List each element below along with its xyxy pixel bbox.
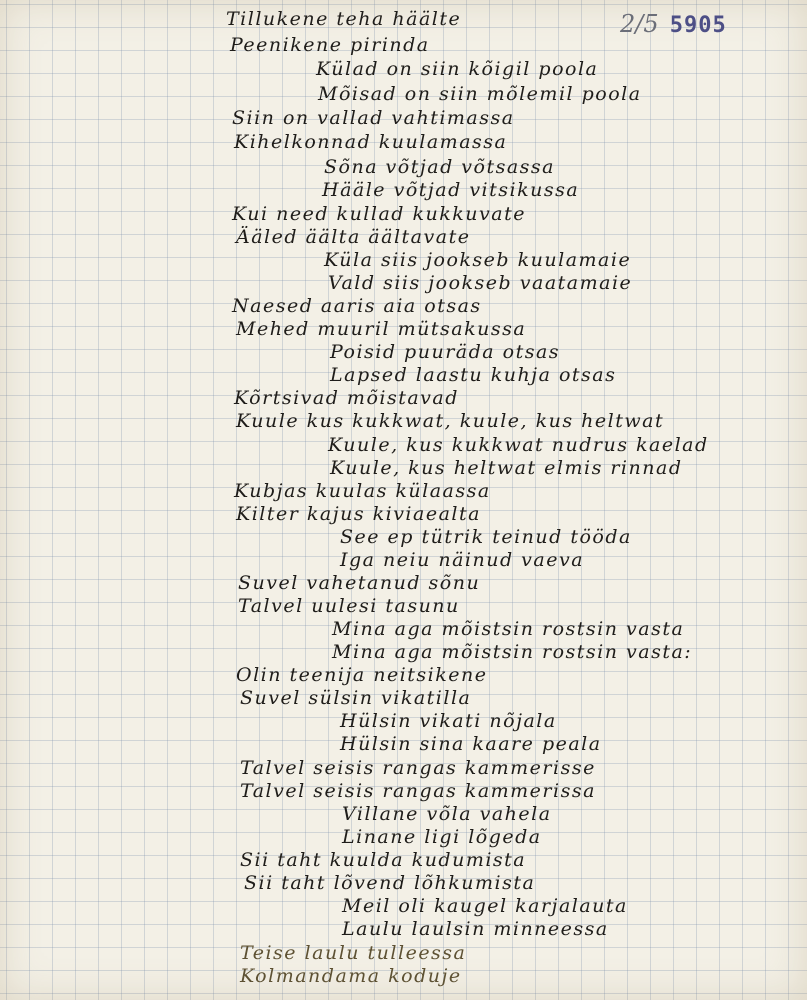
poem-line: Vald siis jookseb vaatamaie	[328, 272, 633, 294]
poem-line: Talvel uulesi tasunu	[238, 595, 460, 617]
poem-line: Mõisad on siin mõlemil poola	[318, 83, 642, 105]
poem-line: Kuule, kus kukkwat nudrus kaelad	[328, 434, 709, 456]
poem-line: Kubjas kuulas külaassa	[234, 480, 491, 502]
poem-line: Mina aga mõistsin rostsin vasta:	[332, 641, 693, 663]
poem-line: Sõna võtjad võtsassa	[324, 156, 556, 178]
poem-line: Kuule, kus heltwat elmis rinnad	[330, 457, 683, 479]
poem-line: Sii taht lõvend lõhkumista	[244, 872, 536, 894]
poem-line: Naesed aaris aia otsas	[232, 295, 482, 317]
poem-line: Küla siis jookseb kuulamaie	[324, 249, 632, 271]
poem-line: Sii taht kuulda kudumista	[240, 849, 527, 871]
poem-line: Villane võla vahela	[342, 803, 552, 825]
poem-line: Kui need kullad kukkuvate	[232, 203, 526, 225]
poem-line: Ääled äälta äältavate	[236, 226, 471, 248]
poem-line: Mina aga mõistsin rostsin vasta	[332, 618, 685, 640]
poem-line: Linane ligi lõgeda	[342, 826, 542, 848]
poem-line: Siin on vallad vahtimassa	[232, 107, 515, 129]
poem-line: See ep tütrik teinud tööda	[340, 526, 632, 548]
poem-line: Talvel seisis rangas kammerisse	[240, 757, 596, 779]
poem-line: Laulu laulsin minneessa	[342, 918, 609, 940]
archive-stamp	[620, 10, 727, 38]
poem-line: Kuule kus kukkwat, kuule, kus heltwat	[236, 410, 665, 432]
poem-line: Teise laulu tulleessa	[240, 942, 467, 964]
poem-line: Hääle võtjad vitsikussa	[322, 179, 580, 201]
poem-line: Talvel seisis rangas kammerissa	[240, 780, 596, 802]
poem-line: Mehed muuril mütsakussa	[236, 318, 527, 340]
poem-line: Hülsin sina kaare peala	[340, 733, 602, 755]
poem-line: Suvel vahetanud sõnu	[238, 572, 481, 594]
poem-line: Kilter kajus kiviaealta	[236, 503, 481, 525]
poem-line: Kõrtsivad mõistavad	[234, 387, 459, 409]
poem-line: Hülsin vikati nõjala	[340, 710, 557, 732]
poem-line: Kolmandama koduje	[240, 965, 462, 987]
poem-line: Iga neiu näinud vaeva	[340, 549, 585, 571]
page-fraction: 2/5	[620, 10, 659, 38]
poem-line: Meil oli kaugel karjalauta	[342, 895, 628, 917]
archive-number: 5905	[669, 13, 727, 38]
poem-line: Lapsed laastu kuhja otsas	[330, 364, 617, 386]
poem-line: Suvel sülsin vikatilla	[240, 687, 472, 709]
poem-line: Peenikene pirinda	[230, 34, 430, 56]
poem-line: Kihelkonnad kuulamassa	[234, 131, 508, 153]
poem-line: Poisid puuräda otsas	[330, 341, 561, 363]
poem-line: Olin teenija neitsikene	[236, 664, 488, 686]
poem-line: Külad on siin kõigil poola	[316, 58, 599, 80]
poem-line: Tillukene teha häälte	[226, 8, 462, 30]
